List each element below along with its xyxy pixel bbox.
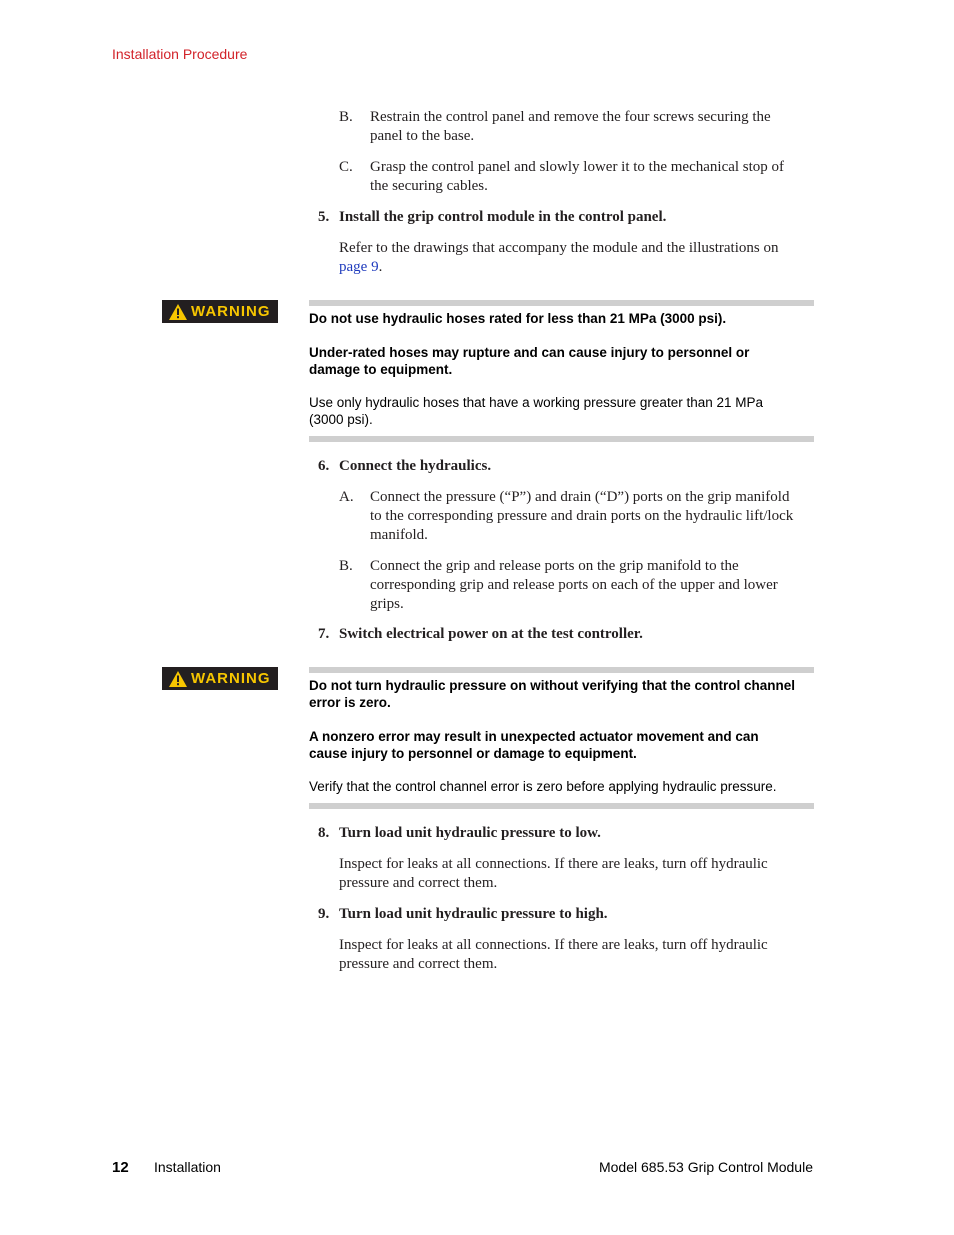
text-line: error is zero. — [309, 695, 391, 710]
substep-text — [370, 488, 815, 545]
text-line: A nonzero error may result in unexpected actuator movement and can — [309, 729, 759, 744]
text-line: pressure and correct them. — [339, 956, 498, 972]
step-number: 7. — [318, 626, 330, 642]
warning-triangle-icon — [169, 304, 187, 320]
page-9-link[interactable]: page 9 — [339, 259, 379, 275]
warning-top-rule — [309, 667, 814, 673]
text-line: Connect the pressure (“P”) and drain (“D”) ports on the grip manifold — [370, 489, 790, 505]
warning-bottom-rule — [309, 803, 814, 809]
warning-consequence — [309, 344, 814, 378]
text-line: cause injury to personnel or damage to equipment. — [309, 746, 637, 761]
substep-letter: C. — [339, 159, 353, 175]
warning-instruction — [309, 394, 814, 428]
step-title: Install the grip control module in the control panel. — [339, 209, 667, 225]
page-number: 12 — [112, 1159, 129, 1176]
text-line: Restrain the control panel and remove the four screws securing the — [370, 109, 771, 125]
step-title: Turn load unit hydraulic pressure to high. — [339, 906, 608, 922]
substep-text — [370, 108, 815, 146]
text-line — [339, 258, 809, 277]
substep-letter: A. — [339, 489, 354, 505]
step-title: Switch electrical power on at the test controller. — [339, 626, 643, 642]
text-line: Do not turn hydraulic pressure on without verifying that the control channel — [309, 678, 796, 693]
text-line: corresponding grip and release ports on each of the upper and lower — [370, 577, 778, 593]
warning-label: WARNING — [191, 670, 271, 687]
section-header: Installation Procedure — [112, 46, 248, 62]
warning-instruction: Verify that the control channel error is zero before applying hydraulic pressure. — [309, 779, 777, 794]
substep-letter: B. — [339, 558, 353, 574]
text-line: Refer to the drawings that accompany the module and the illustrations on — [339, 240, 779, 256]
text-line: panel to the base. — [370, 128, 475, 144]
step-title: Connect the hydraulics. — [339, 458, 492, 474]
text-line: manifold. — [370, 527, 428, 543]
text-line: Grasp the control panel and slowly lower it to the mechanical stop of — [370, 159, 785, 175]
warning-headline — [309, 677, 814, 711]
text-line: pressure and correct them. — [339, 875, 498, 891]
substep-text — [370, 557, 815, 614]
text-line: to the corresponding pressure and drain ports on the hydraulic lift/lock — [370, 508, 794, 524]
text-line: Inspect for leaks at all connections. If there are leaks, turn off hydraulic — [339, 856, 768, 872]
warning-consequence — [309, 728, 814, 762]
warning-badge — [162, 300, 278, 323]
warning-top-rule — [309, 300, 814, 306]
step-paragraph — [339, 855, 809, 893]
warning-headline: Do not use hydraulic hoses rated for less than 21 MPa (3000 psi). — [309, 311, 727, 326]
substep-letter: B. — [339, 109, 353, 125]
warning-badge — [162, 667, 278, 690]
step-number: 9. — [318, 906, 330, 922]
step-paragraph — [339, 936, 809, 974]
substep-text — [370, 158, 815, 196]
footer-doc-title: Model 685.53 Grip Control Module — [598, 1159, 813, 1175]
text-line: damage to equipment. — [309, 362, 453, 377]
text-line: Under-rated hoses may rupture and can cause injury to personnel or — [309, 345, 750, 360]
step-number: 5. — [318, 209, 330, 225]
text-line: grips. — [370, 596, 404, 612]
warning-bottom-rule — [309, 436, 814, 442]
footer-chapter: Installation — [154, 1159, 221, 1175]
warning-label: WARNING — [191, 303, 271, 320]
step-paragraph — [339, 239, 809, 277]
text-line: (3000 psi). — [309, 412, 373, 427]
punctuation: . — [378, 259, 383, 275]
text-line: Use only hydraulic hoses that have a working pressure greater than 21 MPa — [309, 395, 763, 410]
step-title: Turn load unit hydraulic pressure to low. — [339, 825, 601, 841]
warning-triangle-icon — [169, 671, 187, 687]
text-line: Connect the grip and release ports on the grip manifold to the — [370, 558, 739, 574]
text-line: the securing cables. — [370, 178, 488, 194]
step-number: 8. — [318, 825, 330, 841]
step-number: 6. — [318, 458, 330, 474]
text-line: Inspect for leaks at all connections. If there are leaks, turn off hydraulic — [339, 937, 768, 953]
